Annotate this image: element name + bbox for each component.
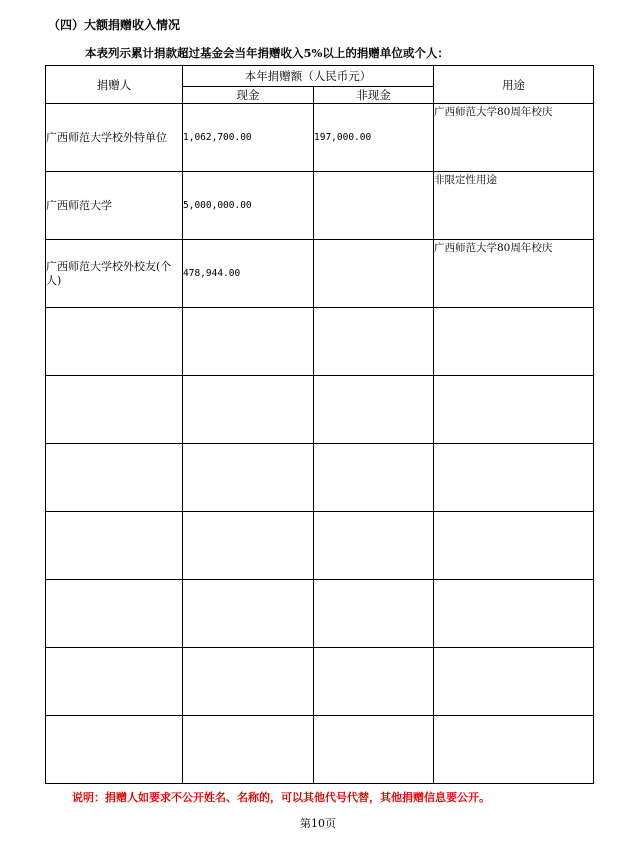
purpose-cell [434, 716, 594, 784]
cash-cell: 478,944.00 [183, 240, 314, 308]
header-purpose: 用途 [434, 66, 594, 104]
cash-cell: 1,062,700.00 [183, 104, 314, 172]
purpose-cell [434, 444, 594, 512]
donor-cell: 广西师范大学 [46, 172, 183, 240]
table-row [46, 308, 594, 376]
table-row [46, 376, 594, 444]
noncash-cell [314, 376, 434, 444]
header-amount-group: 本年捐赠额（人民币元） [183, 66, 434, 87]
purpose-cell [434, 648, 594, 716]
header-cash: 现金 [183, 87, 314, 104]
noncash-cell [314, 580, 434, 648]
purpose-cell [434, 376, 594, 444]
cash-cell [183, 444, 314, 512]
donor-cell: 广西师范大学校外特单位 [46, 104, 183, 172]
purpose-cell [434, 308, 594, 376]
purpose-cell [434, 580, 594, 648]
donor-cell [46, 376, 183, 444]
header-donor: 捐赠人 [46, 66, 183, 104]
noncash-cell [314, 172, 434, 240]
table-row [46, 172, 594, 240]
table-row [46, 444, 594, 512]
cash-cell [183, 308, 314, 376]
noncash-cell: 197,000.00 [314, 104, 434, 172]
table-row [46, 512, 594, 580]
donor-cell: 广西师范大学校外校友(个人) [46, 240, 183, 308]
table-row [46, 648, 594, 716]
noncash-cell [314, 648, 434, 716]
donor-cell [46, 444, 183, 512]
donation-table [45, 65, 594, 784]
noncash-cell [314, 512, 434, 580]
purpose-cell: 广西师范大学80周年校庆 [434, 240, 594, 308]
noncash-cell [314, 716, 434, 784]
table-row [46, 240, 594, 308]
donor-cell [46, 580, 183, 648]
disclosure-note: 说明：捐赠人如要求不公开姓名、名称的，可以其他代号代替，其他捐赠信息要公开。 [72, 791, 490, 804]
section-title: （四）大额捐赠收入情况 [48, 18, 181, 32]
donor-cell [46, 512, 183, 580]
header-noncash: 非现金 [314, 87, 434, 104]
page-number: 第10页 [300, 817, 336, 830]
intro-text: 本表列示累计捐款超过基金会当年捐赠收入5%以上的捐赠单位或个人： [85, 46, 449, 60]
table-row [46, 104, 594, 172]
noncash-cell [314, 308, 434, 376]
cash-cell [183, 648, 314, 716]
cash-cell: 5,000,000.00 [183, 172, 314, 240]
table-body [46, 104, 594, 784]
table-row [46, 716, 594, 784]
table-row [46, 580, 594, 648]
cash-cell [183, 376, 314, 444]
purpose-cell: 非限定性用途 [434, 172, 594, 240]
donor-cell [46, 648, 183, 716]
purpose-cell [434, 512, 594, 580]
cash-cell [183, 580, 314, 648]
cash-cell [183, 512, 314, 580]
donor-cell [46, 716, 183, 784]
noncash-cell [314, 444, 434, 512]
noncash-cell [314, 240, 434, 308]
donor-cell [46, 308, 183, 376]
purpose-cell: 广西师范大学80周年校庆 [434, 104, 594, 172]
cash-cell [183, 716, 314, 784]
